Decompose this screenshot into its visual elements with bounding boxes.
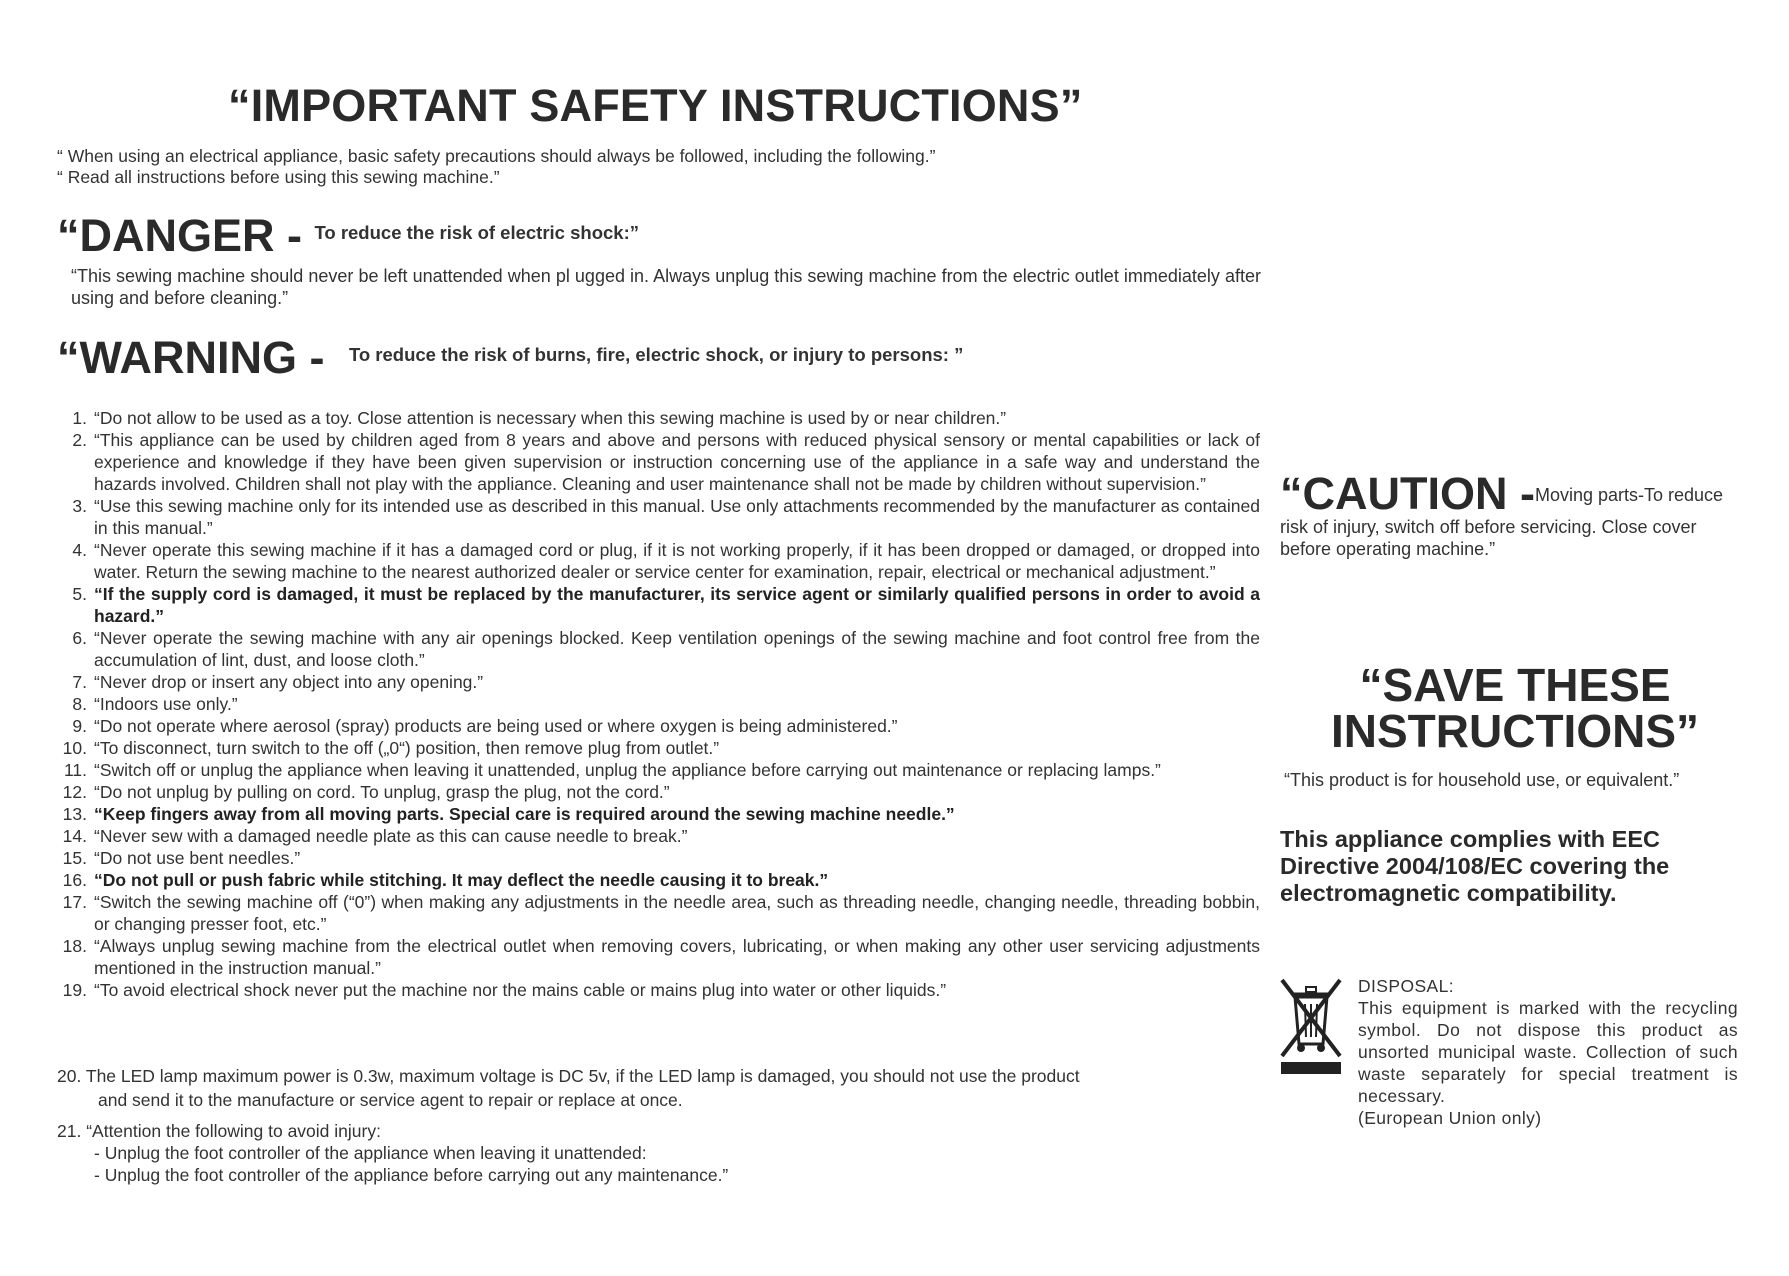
warning-item-number: 2. — [72, 430, 87, 450]
warning-item-number: 16. — [62, 870, 87, 890]
save-line-1: “SAVE THESE — [1359, 659, 1671, 711]
warning-item-text: “Never operate this sewing machine if it has a damaged cord or plug, if it is not working properly, if it has been dropped or damaged, or dropped into water. Return the sewing machine to the nearest authorized dealer or service center for examination, repair, electrical or mechanical adjustment.” — [94, 540, 1260, 582]
warning-item-text: “To avoid electrical shock never put the machine nor the mains cable or mains plug into water or other liquids.” — [94, 980, 947, 1000]
warning-item-number: 8. — [72, 694, 87, 714]
page-title: “IMPORTANT SAFETY INSTRUCTIONS” — [228, 80, 1083, 131]
warning-item-number: 1. — [72, 408, 87, 428]
warning-item-21 — [57, 1120, 1267, 1186]
warning-subheading: To reduce the risk of burns, fire, electric shock, or injury to persons: ” — [348, 344, 964, 365]
warning-item-number: 12. — [62, 782, 87, 802]
warning-item — [57, 759, 1260, 781]
warning-item — [57, 671, 1260, 693]
warning-item-text: “Always unplug sewing machine from the electrical outlet when removing covers, lubricating, or when making any other user servicing adjustments mentioned in the instruction manual.” — [94, 936, 1260, 978]
caution-heading: “CAUTION - — [1280, 468, 1535, 519]
warning-item-number: 10. — [62, 738, 87, 758]
warning-item-text: “This appliance can be used by children aged from 8 years and above and persons with reduced physical sensory or mental capabilities or lack of experience and knowledge if they have been given supervision or instruction concerning use of the appliance in a safe way and understand the hazards involved. Children shall not play with the appliance. Cleaning and user maintenance shall not be made by children without supervision.” — [94, 430, 1260, 494]
disposal-label: DISPOSAL: — [1358, 976, 1454, 996]
disposal-text: This equipment is marked with the recycling symbol. Do not dispose this product as unsorted municipal waste. Collection of such waste separately for special treatment is necessary. — [1358, 998, 1738, 1106]
warning-item-number: 7. — [72, 672, 87, 692]
crossed-out-wheelie-bin-icon — [1276, 974, 1346, 1074]
warning-item — [57, 869, 1260, 891]
warning-item-number: 18. — [62, 936, 87, 956]
warning-item-text: “Use this sewing machine only for its intended use as described in this manual. Use only attachments recommended by the manufacturer as contained in this manual.” — [94, 496, 1260, 538]
intro-line-1: “ When using an electrical appliance, basic safety precautions should always be followed, including the following.” — [57, 146, 936, 166]
warning-item-text: “Do not use bent needles.” — [94, 848, 301, 868]
warning-item-text: “Indoors use only.” — [94, 694, 238, 714]
warning-item-number: 9. — [72, 716, 87, 736]
warning-item-text: “Never operate the sewing machine with any air openings blocked. Keep ventilation openings of the sewing machine and foot control free from the accumulation of lint, dust, and loose cloth.” — [94, 628, 1260, 670]
warning-item-number: 14. — [62, 826, 87, 846]
disposal-note: (European Union only) — [1358, 1108, 1542, 1128]
item-21-line-3: - Unplug the foot controller of the appliance before carrying out any maintenance.” — [94, 1165, 729, 1185]
household-note: “This product is for household use, or equivalent.” — [1284, 770, 1680, 790]
warning-item-number: 3. — [72, 496, 87, 516]
warning-item-number: 4. — [72, 540, 87, 560]
warning-item-text: “If the supply cord is damaged, it must be replaced by the manufacturer, its service agent or similarly qualified persons in order to avoid a hazard.” — [94, 584, 1260, 626]
warning-item — [57, 781, 1260, 803]
item-21-line-2: - Unplug the foot controller of the appliance when leaving it unattended: — [94, 1143, 647, 1163]
warning-item — [57, 627, 1260, 671]
item-21-number: 21. — [57, 1121, 82, 1141]
warning-section — [57, 332, 963, 384]
warning-item-text: “Switch the sewing machine off (“0”) when making any adjustments in the needle area, such as threading needle, changing needle, threading bobbin, or changing presser foot, etc.” — [94, 892, 1260, 934]
eec-compliance: This appliance complies with EEC Directive 2004/108/EC covering the electromagnetic compatibility. — [1280, 826, 1670, 906]
warning-item-20 — [57, 1064, 1267, 1112]
warning-item — [57, 429, 1260, 495]
warning-list — [57, 407, 1260, 1001]
item-20-line-2: and send it to the manufacture or service agent to repair or replace at once. — [98, 1090, 683, 1110]
warning-item — [57, 737, 1260, 759]
warning-item — [57, 715, 1260, 737]
warning-item — [57, 803, 1260, 825]
item-21-line-1: “Attention the following to avoid injury: — [86, 1121, 381, 1141]
caution-section — [1280, 468, 1750, 560]
danger-section — [57, 210, 639, 262]
save-line-2: INSTRUCTIONS” — [1331, 705, 1699, 757]
warning-item-text: “Do not operate where aerosol (spray) products are being used or where oxygen is being administered.” — [94, 716, 898, 736]
caution-text-first: Moving parts-To reduce — [1534, 485, 1724, 505]
warning-item — [57, 825, 1260, 847]
warning-item-text: “Do not unplug by pulling on cord. To unplug, grasp the plug, not the cord.” — [94, 782, 670, 802]
warning-item — [57, 891, 1260, 935]
warning-item — [57, 407, 1260, 429]
warning-item — [57, 935, 1260, 979]
danger-text: “This sewing machine should never be left unattended when pl ugged in. Always unplug this sewing machine from the electric outlet immediately after using and before cleaning.” — [71, 266, 1261, 308]
warning-item-text: “Never drop or insert any object into any opening.” — [94, 672, 484, 692]
warning-item-number: 6. — [72, 628, 87, 648]
warning-item-text: “To disconnect, turn switch to the off („0“) position, then remove plug from outlet.” — [94, 738, 720, 758]
item-20-line-1: The LED lamp maximum power is 0.3w, maximum voltage is DC 5v, if the LED lamp is damaged, you should not use the product — [85, 1066, 1080, 1086]
caution-text-rest: risk of injury, switch off before servicing. Close cover before operating machine.” — [1280, 517, 1697, 559]
warning-item-text: “Do not allow to be used as a toy. Close attention is necessary when this sewing machine is used by or near children.” — [94, 408, 1007, 428]
warning-item — [57, 495, 1260, 539]
warning-item-number: 11. — [63, 760, 87, 780]
warning-item-number: 17. — [62, 892, 87, 912]
warning-item-number: 15. — [62, 848, 87, 868]
warning-item-number: 13. — [62, 804, 87, 824]
item-20-number: 20. — [57, 1066, 82, 1086]
warning-item-text: “Never sew with a damaged needle plate as this can cause needle to break.” — [94, 826, 688, 846]
warning-item — [57, 979, 1260, 1001]
warning-item — [57, 539, 1260, 583]
warning-item-number: 19. — [62, 980, 87, 1000]
danger-heading: “DANGER - — [57, 210, 302, 261]
warning-heading: “WARNING - — [57, 332, 325, 383]
warning-item — [57, 847, 1260, 869]
save-instructions-heading — [1280, 659, 1750, 757]
intro-line-2: “ Read all instructions before using this sewing machine.” — [57, 167, 500, 187]
disposal-section — [1358, 975, 1738, 1129]
warning-item — [57, 583, 1260, 627]
warning-item-text: “Keep fingers away from all moving parts. Special care is required around the sewing machine needle.” — [94, 804, 955, 824]
warning-item — [57, 693, 1260, 715]
warning-item-text: “Do not pull or push fabric while stitching. It may deflect the needle causing it to break.” — [94, 870, 829, 890]
warning-item-text: “Switch off or unplug the appliance when leaving it unattended, unplug the appliance before carrying out maintenance or replacing lamps.” — [94, 760, 1161, 780]
danger-subheading: To reduce the risk of electric shock:” — [314, 222, 639, 243]
warning-item-number: 5. — [72, 584, 87, 604]
